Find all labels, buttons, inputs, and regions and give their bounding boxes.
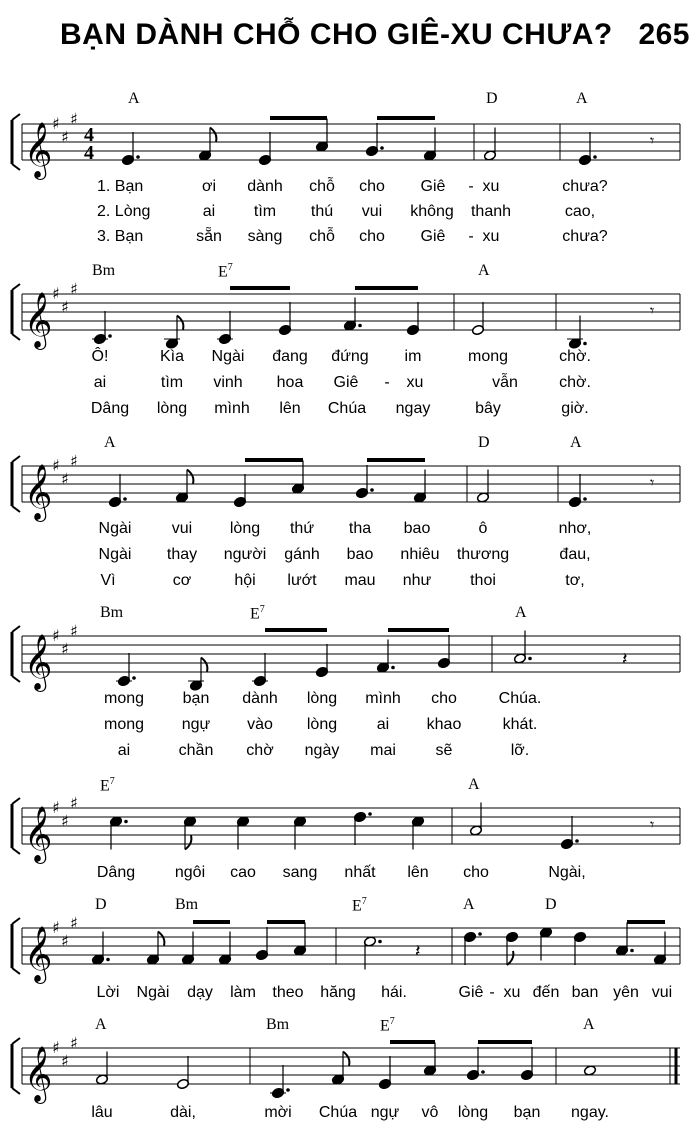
- lyric-syllable: đau,: [559, 546, 591, 563]
- sharp-icon: ♯: [70, 109, 78, 129]
- music-staff: [0, 280, 700, 350]
- augmentation-dot: [370, 488, 374, 492]
- lyric-syllable: Ngài: [211, 348, 245, 365]
- chord-root: E: [250, 605, 260, 623]
- lyric-syllable: ngay.: [571, 1104, 609, 1121]
- augmentation-dot: [136, 155, 140, 159]
- song-title: [60, 18, 690, 52]
- lyric-syllable: sẽ: [435, 742, 453, 759]
- lyric-syllable: người: [223, 546, 267, 563]
- music-system-4: [0, 600, 700, 770]
- note-flag: [343, 1052, 349, 1066]
- music-system-7: [0, 1010, 700, 1130]
- lyric-syllable: vui: [361, 203, 383, 220]
- lyric-syllable: hái.: [381, 984, 407, 1001]
- sharp-icon: ♯: [52, 1038, 60, 1057]
- lyric-syllable: cho: [431, 690, 457, 707]
- lyric-syllable: dành: [247, 178, 283, 195]
- lyric-syllable: mình: [365, 690, 401, 707]
- system-bracket: [12, 456, 20, 462]
- sharp-icon: ♯: [61, 1051, 69, 1071]
- lyric-syllable: chỗ: [309, 228, 335, 245]
- augmentation-dot: [593, 155, 597, 159]
- lyric-syllable: tha: [348, 520, 372, 537]
- lyric-syllable: nhiêu: [400, 546, 440, 563]
- chord-symbol: A: [463, 896, 475, 913]
- sharp-icon: ♯: [70, 279, 78, 299]
- lyric-syllable: đứng: [331, 348, 369, 365]
- system-bracket: [12, 918, 20, 924]
- lyric-syllable: thoi: [470, 572, 496, 589]
- chord-root: E: [218, 263, 228, 281]
- time-signature-bottom: 4: [84, 142, 94, 164]
- lyric-syllable: làm: [230, 984, 256, 1001]
- augmentation-dot: [106, 958, 110, 962]
- lyric-syllable: nhất: [344, 864, 376, 881]
- time-signature-top: 4: [84, 124, 94, 146]
- lyric-syllable: chỗ: [309, 178, 335, 195]
- lyric-syllable: dài,: [170, 1104, 196, 1121]
- lyric-syllable: bạn: [182, 690, 210, 707]
- lyric-syllable: Kìa: [159, 348, 185, 365]
- system-bracket: [12, 1088, 20, 1094]
- lyric-syllable: cao,: [564, 203, 596, 220]
- lyric-syllable: -: [468, 178, 474, 195]
- sharp-icon: ♯: [61, 297, 69, 317]
- treble-clef-icon: 𝄞: [24, 806, 53, 862]
- augmentation-dot: [378, 940, 382, 944]
- lyric-syllable: thứ: [289, 520, 315, 537]
- lyric-syllable: khát.: [502, 716, 538, 733]
- lyric-syllable: mình: [214, 400, 250, 417]
- lyric-syllable: xu: [482, 228, 500, 245]
- lyric-syllable: dành: [242, 690, 278, 707]
- lyric-syllable: ngự: [181, 716, 211, 733]
- lyric-syllable: ngày: [304, 742, 340, 759]
- lyric-syllable: mau: [344, 572, 376, 589]
- note-flag: [158, 932, 164, 946]
- system-bracket: [12, 626, 20, 632]
- lyric-syllable: chờ.: [559, 348, 591, 365]
- music-staff: [0, 914, 700, 984]
- lyric-syllable: Chúa: [318, 1104, 358, 1121]
- music-staff: [0, 110, 700, 180]
- chord-symbol: D: [478, 434, 490, 451]
- lyric-syllable: vui: [171, 520, 193, 537]
- lyric-syllable: im: [404, 348, 422, 365]
- sharp-icon: ♯: [70, 451, 78, 471]
- lyric-syllable: Giê: [420, 228, 446, 245]
- lyric-syllable: chờ.: [559, 374, 591, 391]
- treble-clef-icon: 𝄞: [24, 1046, 53, 1102]
- lyric-syllable: chần: [178, 742, 214, 759]
- lyric-syllable: vinh: [213, 374, 243, 391]
- lyric-syllable: giờ.: [561, 400, 589, 417]
- lyric-syllable: 1. Bạn: [97, 178, 144, 195]
- augmentation-dot: [380, 146, 384, 150]
- lyric-syllable: Dâng: [90, 400, 130, 417]
- chord-symbol: A: [583, 1016, 595, 1033]
- sharp-icon: ♯: [61, 469, 69, 489]
- lyric-syllable: ô: [478, 520, 488, 537]
- lyric-syllable: tơ,: [565, 572, 585, 589]
- system-bracket: [12, 114, 20, 120]
- lyric-syllable: chờ: [246, 742, 274, 759]
- music-staff: [0, 794, 700, 864]
- staff-notes: [12, 452, 680, 523]
- augmentation-dot: [583, 342, 587, 346]
- music-system-5: [0, 770, 700, 890]
- sharp-icon: ♯: [52, 114, 60, 133]
- augmentation-dot: [391, 666, 395, 670]
- lyric-syllable: ngự: [370, 1104, 400, 1121]
- staff-notes: [12, 1034, 680, 1105]
- chord-symbol: A: [128, 90, 140, 107]
- lyric-syllable: mong: [103, 716, 145, 733]
- augmentation-dot: [132, 676, 136, 680]
- sharp-icon: ♯: [52, 456, 60, 475]
- chord-symbol: Bm: [175, 896, 199, 913]
- song-title-text: BẠN DÀNH CHỖ CHO GIÊ-XU CHƯA?: [60, 18, 613, 51]
- treble-clef-icon: 𝄞: [24, 634, 53, 690]
- music-system-2: [0, 258, 700, 428]
- lyric-syllable: ngôi: [174, 864, 206, 881]
- note-flag: [187, 470, 193, 484]
- lyric-syllable: lòng: [156, 400, 188, 417]
- lyric-syllable: ngay: [395, 400, 431, 417]
- lyric-syllable: 2. Lòng: [97, 203, 151, 220]
- lyric-syllable: sang: [282, 864, 318, 881]
- chord-symbol: [380, 1016, 395, 1035]
- lyric-syllable: lên: [279, 400, 301, 417]
- chord-symbol: Bm: [266, 1016, 290, 1033]
- quarter-rest-icon: 𝄽: [622, 649, 628, 670]
- chord-extension: 7: [361, 896, 367, 907]
- lyric-syllable: mai: [370, 742, 396, 759]
- chord-symbol: [100, 776, 115, 795]
- lyric-syllable: -: [489, 984, 495, 1001]
- lyric-syllable: lâu: [91, 1104, 113, 1121]
- lyric-syllable: như: [402, 572, 432, 589]
- chord-root: E: [352, 897, 362, 915]
- chord-extension: 7: [109, 776, 115, 787]
- augmentation-dot: [123, 497, 127, 501]
- note-flag: [210, 128, 216, 142]
- treble-clef-icon: 𝄞: [24, 464, 53, 520]
- lyric-syllable: bao: [403, 520, 431, 537]
- sharp-icon: ♯: [61, 639, 69, 659]
- lyric-syllable: -: [468, 228, 474, 245]
- lyric-syllable: lên: [407, 864, 429, 881]
- chord-symbol: A: [95, 1016, 107, 1033]
- treble-clef-icon: 𝄞: [24, 926, 53, 982]
- system-bracket: [12, 164, 20, 170]
- chord-symbol: A: [104, 434, 116, 451]
- lyric-syllable: Giê: [333, 374, 359, 391]
- eighth-rest-icon: 𝄾: [650, 301, 655, 320]
- lyric-syllable: thương: [456, 546, 510, 563]
- augmentation-dot: [368, 812, 372, 816]
- lyric-syllable: Ngài: [98, 546, 132, 563]
- lyric-syllable: bạn: [513, 1104, 541, 1121]
- chord-symbol: Bm: [100, 604, 124, 621]
- treble-clef-icon: 𝄞: [24, 122, 53, 178]
- lyric-syllable: xu: [503, 984, 521, 1001]
- lyric-syllable: chưa?: [562, 228, 608, 245]
- lyric-syllable: tìm: [160, 374, 184, 391]
- lyric-syllable: cho: [359, 178, 385, 195]
- chord-root: E: [100, 777, 110, 795]
- sharp-icon: ♯: [61, 127, 69, 147]
- lyric-syllable: -: [384, 374, 390, 391]
- lyric-syllable: lướt: [287, 572, 317, 589]
- lyric-syllable: Vì: [100, 572, 116, 589]
- lyric-syllable: cho: [463, 864, 489, 881]
- eighth-rest-icon: 𝄾: [650, 473, 655, 492]
- chord-extension: 7: [389, 1016, 395, 1027]
- quarter-rest-icon: 𝄽: [415, 941, 421, 962]
- lyric-syllable: ơi: [201, 178, 217, 195]
- augmentation-dot: [583, 497, 587, 501]
- lyric-syllable: bao: [346, 546, 374, 563]
- note-flag: [201, 658, 207, 672]
- chord-symbol: A: [515, 604, 527, 621]
- chord-symbol: [218, 262, 233, 281]
- chord-extension: 7: [227, 262, 233, 273]
- lyric-syllable: hoa: [276, 374, 304, 391]
- whole-note: [583, 1065, 596, 1076]
- chord-root: E: [380, 1017, 390, 1035]
- lyric-syllable: Giê: [420, 178, 446, 195]
- lyric-syllable: Dâng: [96, 864, 136, 881]
- lyric-syllable: Lời: [96, 984, 120, 1001]
- lyric-syllable: mong: [103, 690, 145, 707]
- lyric-syllable: xu: [482, 178, 500, 195]
- lyric-syllable: Ngài,: [548, 864, 586, 881]
- lyric-syllable: 3. Bạn: [97, 228, 144, 245]
- lyric-syllable: thay: [166, 546, 198, 563]
- lyric-syllable: lỡ.: [510, 742, 530, 759]
- augmentation-dot: [575, 839, 579, 843]
- augmentation-dot: [481, 1070, 485, 1074]
- chord-symbol: D: [545, 896, 557, 913]
- sharp-icon: ♯: [70, 1033, 78, 1053]
- lyric-syllable: vào: [247, 716, 273, 733]
- lyric-syllable: cho: [359, 228, 385, 245]
- lyric-syllable: Ngài: [136, 984, 170, 1001]
- lyric-syllable: ai: [376, 716, 390, 733]
- augmentation-dot: [108, 334, 112, 338]
- sharp-icon: ♯: [52, 918, 60, 937]
- lyric-syllable: đến: [532, 984, 560, 1001]
- chord-symbol: A: [468, 776, 480, 793]
- chord-extension: 7: [259, 604, 265, 615]
- lyric-syllable: sàng: [247, 228, 283, 245]
- system-bracket: [12, 506, 20, 512]
- staff-notes: [12, 280, 680, 351]
- sharp-icon: ♯: [52, 798, 60, 817]
- lyric-syllable: mời: [264, 1104, 292, 1121]
- lyric-syllable: bây: [475, 400, 501, 417]
- lyric-syllable: lòng: [306, 716, 338, 733]
- eighth-rest-icon: 𝄾: [650, 131, 655, 150]
- lyric-syllable: Chúa: [327, 400, 367, 417]
- music-system-1: [0, 90, 700, 250]
- chord-symbol: Bm: [92, 262, 116, 279]
- system-bracket: [12, 1038, 20, 1044]
- lyric-syllable: hội: [234, 572, 256, 589]
- chord-symbol: [352, 896, 367, 915]
- chord-symbol: A: [576, 90, 588, 107]
- system-bracket: [12, 798, 20, 804]
- music-staff: [0, 452, 700, 522]
- augmentation-dot: [630, 949, 634, 953]
- treble-clef-icon: 𝄞: [24, 292, 53, 348]
- sharp-icon: ♯: [70, 621, 78, 641]
- song-number: 265: [638, 18, 690, 51]
- lyric-syllable: không: [410, 203, 454, 220]
- lyric-syllable: đang: [272, 348, 308, 365]
- system-bracket: [12, 676, 20, 682]
- augmentation-dot: [124, 820, 128, 824]
- music-staff: [0, 622, 700, 692]
- system-bracket: [12, 334, 20, 340]
- lyric-syllable: khao: [426, 716, 462, 733]
- augmentation-dot: [478, 932, 482, 936]
- chord-symbol: [250, 604, 265, 623]
- lyric-syllable: ai: [202, 203, 216, 220]
- lyric-syllable: ban: [571, 984, 599, 1001]
- lyric-syllable: vẫn: [492, 374, 518, 391]
- system-bracket: [12, 284, 20, 290]
- lyric-syllable: sẵn: [196, 228, 222, 245]
- lyric-syllable: mong: [467, 348, 509, 365]
- lyric-syllable: lòng: [229, 520, 261, 537]
- lyric-syllable: lòng: [306, 690, 338, 707]
- chord-symbol: A: [478, 262, 490, 279]
- lyric-syllable: hăng: [320, 984, 356, 1001]
- lyric-syllable: cao: [230, 864, 256, 881]
- lyric-syllable: tìm: [253, 203, 277, 220]
- sharp-icon: ♯: [70, 913, 78, 933]
- music-staff: [0, 1034, 700, 1104]
- lyric-syllable: vô: [421, 1104, 439, 1121]
- lyric-syllable: thú: [310, 203, 334, 220]
- lyric-syllable: ai: [117, 742, 131, 759]
- lyric-syllable: chưa?: [562, 178, 608, 195]
- lyric-syllable: gánh: [284, 546, 320, 563]
- sharp-icon: ♯: [52, 626, 60, 645]
- lyric-syllable: Ô!: [91, 348, 109, 365]
- lyric-syllable: thanh: [470, 203, 512, 220]
- system-bracket: [12, 848, 20, 854]
- augmentation-dot: [358, 324, 362, 328]
- system-bracket: [12, 968, 20, 974]
- note-flag: [507, 951, 513, 965]
- augmentation-dot: [528, 657, 532, 661]
- lyric-syllable: theo: [272, 984, 304, 1001]
- staff-notes: [12, 110, 680, 181]
- chord-symbol: A: [570, 434, 582, 451]
- note-flag: [177, 316, 183, 330]
- lyric-syllable: xu: [406, 374, 424, 391]
- eighth-rest-icon: 𝄾: [650, 815, 655, 834]
- staff-notes: [12, 794, 680, 865]
- sharp-icon: ♯: [70, 793, 78, 813]
- sharp-icon: ♯: [52, 284, 60, 303]
- lyric-syllable: yên: [613, 984, 639, 1001]
- lyric-syllable: cơ: [172, 572, 192, 589]
- chord-symbol: D: [486, 90, 498, 107]
- lyric-syllable: ai: [93, 374, 107, 391]
- lyric-syllable: vui: [651, 984, 673, 1001]
- lyric-syllable: dạy: [187, 984, 213, 1001]
- note-flag: [185, 836, 191, 850]
- lyric-syllable: Ngài: [98, 520, 132, 537]
- lyric-syllable: Chúa.: [498, 690, 542, 707]
- music-system-6: [0, 890, 700, 1010]
- sharp-icon: ♯: [61, 931, 69, 951]
- staff-notes: [12, 914, 680, 985]
- sharp-icon: ♯: [61, 811, 69, 831]
- lyric-syllable: Giê: [458, 984, 484, 1001]
- lyric-syllable: lòng: [457, 1104, 489, 1121]
- staff-notes: [12, 622, 680, 693]
- chord-symbol: D: [95, 896, 107, 913]
- lyric-syllable: nhơ,: [558, 520, 592, 537]
- augmentation-dot: [286, 1088, 290, 1092]
- music-system-3: [0, 430, 700, 600]
